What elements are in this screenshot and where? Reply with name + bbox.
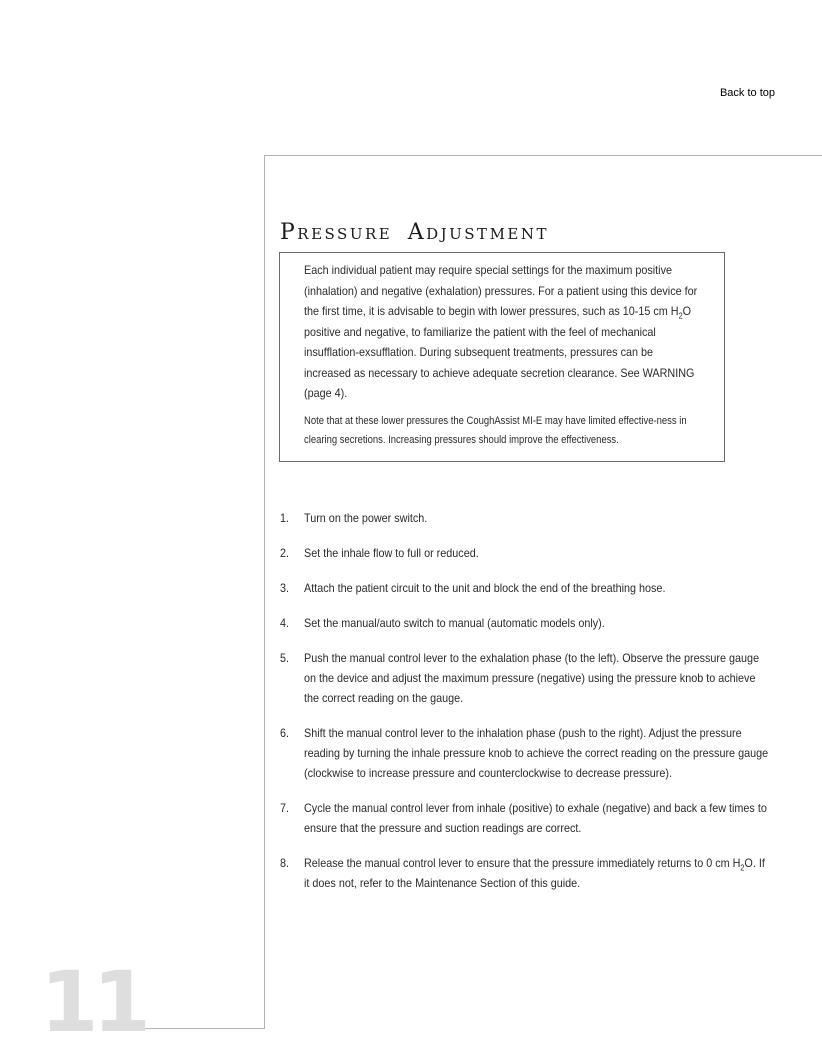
step-number: 4. bbox=[280, 616, 290, 630]
step-text: Turn on the power switch. bbox=[304, 511, 428, 525]
step-item bbox=[280, 853, 780, 893]
subscript: 2 bbox=[678, 311, 683, 321]
step-number: 5. bbox=[280, 651, 290, 665]
step-item bbox=[280, 613, 780, 633]
step-text: Set the inhale flow to full or reduced. bbox=[304, 546, 479, 560]
note-text-part: Each individual patient may require special settings for the maximum positive (inhalation) and negative (exhalation) pressures. For a patient using this device for the first time, it is advisable to begin with lower pressures, such as 10-15 cm H bbox=[304, 263, 698, 318]
page-title: Pressure Adjustment bbox=[280, 220, 550, 245]
step-number: 6. bbox=[280, 726, 290, 740]
step-text: Attach the patient circuit to the unit and block the end of the breathing hose. bbox=[304, 581, 666, 595]
steps-list bbox=[280, 508, 780, 908]
step-item bbox=[280, 543, 780, 563]
step-item bbox=[280, 648, 780, 708]
step-item bbox=[280, 508, 780, 528]
step-item bbox=[280, 723, 780, 783]
step-text: Shift the manual control lever to the inhalation phase (push to the right). Adjust the pressure reading by turning the inhale pressure knob to achieve the correct reading on the pressure gauge (clockwise to increase pressure and counterclockwise to decrease pressure). bbox=[304, 726, 769, 780]
step-number: 7. bbox=[280, 801, 290, 815]
note-text-part: O positive and negative, to familiarize the patient with the feel of mechanical insufflation-exsufflation. During subsequent treatments, pressures can be increased as necessary to achieve adequate secretion clearance. See WARNING (page 4). bbox=[304, 304, 695, 400]
frame-top-rule bbox=[264, 155, 822, 156]
back-to-top-link[interactable]: Back to top bbox=[719, 87, 775, 99]
note-effectiveness-paragraph: Note that at these lower pressures the CoughAssist MI-E may have limited effective-ness in clearing secretions. Increasing pressures should improve the effectiveness. bbox=[304, 414, 687, 446]
step-text: Push the manual control lever to the exhalation phase (to the left). Observe the pressure gauge on the device and adjust the maximum pressure (negative) using the pressure knob to achieve the correct reading on the gauge. bbox=[304, 651, 760, 705]
step-text-part: Release the manual control lever to ensure that the pressure immediately returns to 0 cm H bbox=[304, 856, 741, 870]
step-text: Set the manual/auto switch to manual (automatic models only). bbox=[304, 616, 605, 630]
page-number: 11 bbox=[40, 953, 145, 1051]
note-paragraph bbox=[304, 260, 700, 404]
step-text-part: O. If it does not, refer to the Maintenance Section of this guide. bbox=[304, 856, 765, 890]
subscript: 2 bbox=[740, 863, 745, 873]
step-number: 1. bbox=[280, 511, 290, 525]
frame-left-rule bbox=[264, 155, 265, 1028]
step-text bbox=[304, 853, 772, 893]
step-number: 3. bbox=[280, 581, 290, 595]
step-text: Cycle the manual control lever from inhale (positive) to exhale (negative) and back a few times to ensure that the pressure and suction readings are correct. bbox=[304, 801, 767, 835]
step-item bbox=[280, 798, 780, 838]
note-box bbox=[279, 252, 725, 462]
step-item bbox=[280, 578, 780, 598]
step-number: 2. bbox=[280, 546, 290, 560]
step-number: 8. bbox=[280, 856, 290, 870]
